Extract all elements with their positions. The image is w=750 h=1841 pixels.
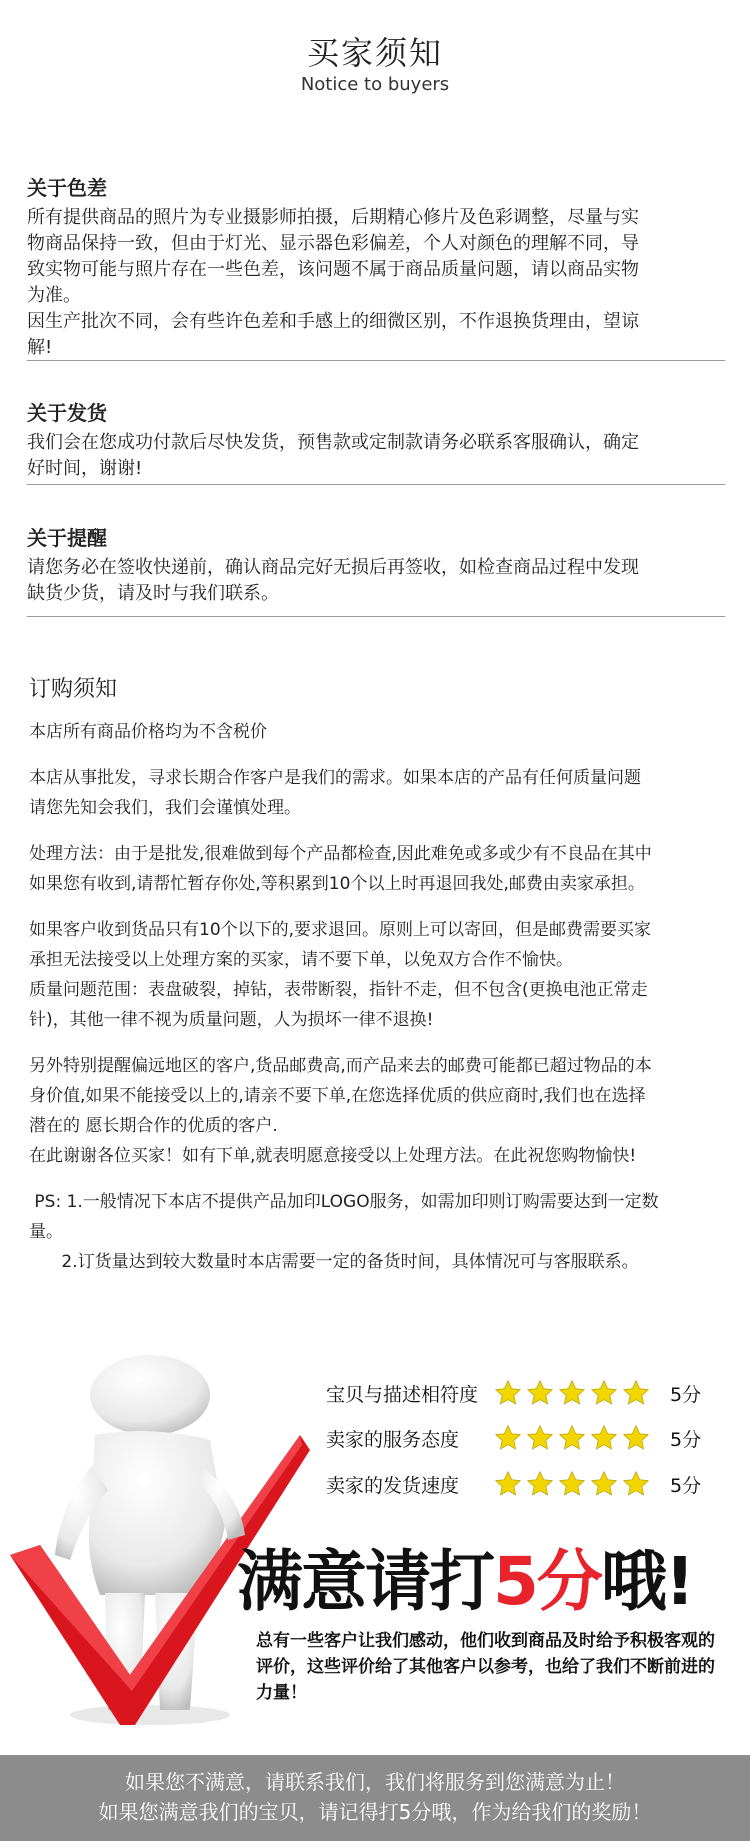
order-line [29, 1035, 729, 1051]
slogan-after: 哦! [600, 1543, 694, 1620]
divider [27, 360, 725, 361]
order-line [29, 823, 729, 839]
rating-label: 卖家的服务态度 [326, 1428, 460, 1451]
notice-line: 好时间，谢谢! [27, 458, 143, 479]
star-icon [526, 1470, 554, 1498]
order-line: 质量问题范围：表盘破裂，掉钻，表带断裂，指针不走，但不包含(更换电池正常走 [29, 980, 648, 1000]
star-icon [590, 1424, 618, 1452]
order-notice-title: 订购须知 [29, 677, 118, 702]
slogan-before: 满意请打 [237, 1543, 493, 1620]
footer-line: 如果您不满意，请联系我们，我们将服务到您满意为止！ [125, 1770, 625, 1794]
order-line [29, 899, 729, 915]
five-star-icon [494, 1379, 650, 1407]
rating-score: 5分 [670, 1383, 702, 1406]
order-line: 针)，其他一律不视为质量问题，人为损坏一律不退换! [29, 1010, 434, 1030]
rating-row-delivery [326, 1466, 701, 1502]
notice-shipping [27, 397, 727, 482]
notice-line: 所有提供商品的照片为专业摄影师拍摄，后期精心修片及色彩调整，尽量与实 [27, 207, 639, 228]
star-icon [494, 1470, 522, 1498]
star-icon [558, 1424, 586, 1452]
notice-line: 物商品保持一致，但由于灯光、显示器色彩偏差，个人对颜色的理解不同，导 [27, 233, 639, 254]
order-line: 如果客户收到货品只有10个以下的,要求退回。原则上可以寄回，但是邮费需要买家 [29, 920, 652, 940]
footer-banner [0, 1755, 750, 1841]
order-line: 本店从事批发，寻求长期合作客户是我们的需求。如果本店的产品有任何质量问题 [29, 768, 641, 788]
order-line: 潜在的 愿长期合作的优质的客户. [29, 1116, 278, 1136]
notice-line: 解! [27, 337, 53, 358]
order-line [29, 747, 729, 763]
rating-score: 5分 [670, 1428, 702, 1451]
footer-line: 如果您满意我们的宝贝，请记得打5分哦，作为给我们的奖励！ [98, 1800, 652, 1824]
rating-label: 宝贝与描述相符度 [326, 1383, 479, 1406]
slogan-highlight: 5分 [493, 1543, 601, 1620]
star-icon [526, 1379, 554, 1407]
notice-line: 请您务必在签收快递前，确认商品完好无损后再签收，如检查商品过程中发现 [27, 557, 639, 578]
rating-row-description [326, 1375, 701, 1411]
order-line: 另外特别提醒偏远地区的客户,货品邮费高,而产品来去的邮费可能都已超过物品的本 [29, 1056, 652, 1076]
notice-line: 因生产批次不同，会有些许色差和手感上的细微区别，不作退换货理由，望谅 [27, 311, 639, 332]
order-line: 请您先知会我们，我们会谨慎处理。 [29, 798, 301, 818]
notice-line: 我们会在您成功付款后尽快发货，预售款或定制款请务必联系客服确认，确定 [27, 432, 639, 453]
order-line: 在此谢谢各位买家！如有下单,就表明愿意接受以上处理方法。在此祝您购物愉快! [29, 1146, 637, 1166]
order-line: 身价值,如果不能接受以上的,请亲不要下单,在您选择优质的供应商时,我们也在选择 [29, 1086, 646, 1106]
order-line: 承担无法接受以上处理方案的买家，请不要下单，以免双方合作不愉快。 [29, 950, 573, 970]
order-line [29, 1171, 729, 1187]
notice-line: 致实物可能与照片存在一些色差，该问题不属于商品质量问题，请以商品实物 [27, 259, 639, 280]
star-icon [526, 1424, 554, 1452]
star-icon [494, 1424, 522, 1452]
star-icon [558, 1379, 586, 1407]
five-star-icon [494, 1424, 650, 1452]
star-icon [590, 1379, 618, 1407]
notice-heading: 关于提醒 [27, 526, 107, 550]
notice-reminder [27, 522, 727, 607]
rating-score: 5分 [670, 1474, 702, 1497]
notice-line: 为准。 [27, 285, 81, 306]
order-notice-body [29, 717, 729, 1277]
five-star-icon [494, 1470, 650, 1498]
order-line: 量。 [29, 1222, 63, 1242]
order-line: 处理方法：由于是批发,很难做到每个产品都检查,因此难免或多或少有不良品在其中 [29, 844, 652, 864]
order-line: PS: 1.一般情况下本店不提供产品加印LOGO服务，如需加印则订购需要达到一定数 [29, 1192, 659, 1212]
page-subtitle: Notice to buyers [300, 74, 450, 95]
divider [27, 616, 725, 617]
star-icon [622, 1470, 650, 1498]
order-line: 本店所有商品价格均为不含税价 [29, 722, 267, 742]
star-icon [622, 1424, 650, 1452]
notice-color-difference [27, 172, 727, 361]
star-icon [622, 1379, 650, 1407]
page-title: 买家须知 [306, 34, 443, 72]
order-line: 如果您有收到,请帮忙暂存你处,等积累到10个以上时再退回我处,邮费由卖家承担。 [29, 874, 645, 894]
notice-heading: 关于色差 [27, 176, 107, 200]
divider [27, 484, 725, 485]
notice-heading: 关于发货 [27, 401, 107, 425]
thanks-text: 总有一些客户让我们感动，他们收到商品及时给予积极客观的评价，这些评价给了其他客户以参考，也给了我们不断前进的力量！ [256, 1631, 715, 1703]
rating-label: 卖家的发货速度 [326, 1474, 460, 1497]
order-line: 2.订货量达到较大数量时本店需要一定的备货时间，具体情况可与客服联系。 [29, 1252, 639, 1272]
rating-row-service [326, 1420, 701, 1456]
star-icon [558, 1470, 586, 1498]
notice-line: 缺货少货，请及时与我们联系。 [27, 583, 279, 604]
star-icon [494, 1379, 522, 1407]
star-icon [590, 1470, 618, 1498]
slogan [237, 1528, 693, 1623]
